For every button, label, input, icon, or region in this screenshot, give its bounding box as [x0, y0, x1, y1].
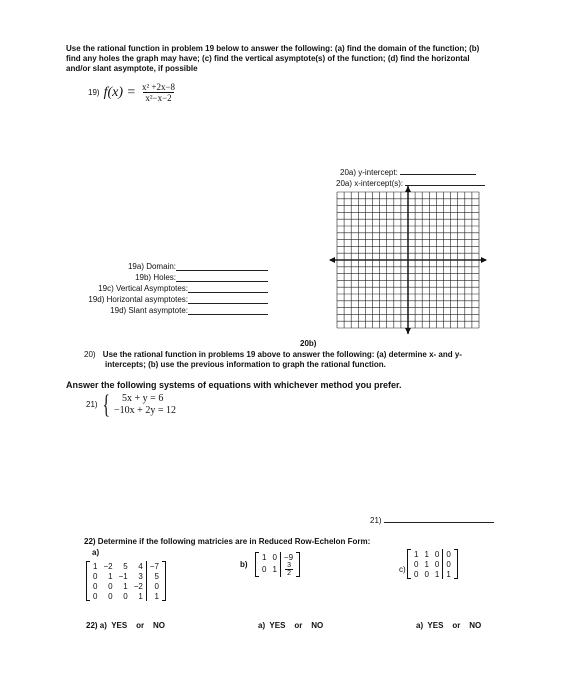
matrix-b-table: 1 0 −9 0 1 $\frac{3}{2}$: [259, 552, 296, 577]
problem-21-answer-blank[interactable]: [384, 514, 494, 523]
slant-label: 19d) Slant asymptote:: [110, 306, 188, 315]
slant-row: [0, 306, 268, 317]
problem-22-heading: 22) Determine if the following matricies are in Reduced Row-Echelon Form:: [84, 537, 371, 546]
matrix-a: [86, 561, 166, 606]
intro-line-3: and/or slant asymptote, if possible: [66, 64, 198, 73]
horizontal-blank[interactable]: [188, 295, 268, 304]
answer-b[interactable]: a) YES or NO: [258, 621, 324, 630]
y-intercept-blank[interactable]: [400, 166, 476, 175]
function-denominator: x²−x−2: [145, 93, 172, 103]
intro-line-2: find any holes the graph may have; (c) find the vertical asymptote(s) of the function; (d) find the horizontal: [66, 54, 470, 63]
problem-19: [88, 82, 177, 103]
function-lhs: f(x) =: [103, 84, 136, 100]
matrix-b: [255, 552, 300, 582]
equation-2: −10x + 2y = 12: [114, 405, 176, 416]
x-intercepts-label: 20a) x-intercept(s):: [336, 179, 404, 188]
problem-19-label: 19): [88, 87, 100, 97]
matrix-c-label: c): [399, 565, 406, 574]
holes-blank[interactable]: [176, 273, 268, 282]
problem-19-answers: [0, 262, 268, 317]
y-axis-up-arrow-icon: [405, 186, 411, 192]
problem-21: [86, 392, 176, 418]
vertical-label: 19c) Vertical Asymptotes:: [98, 284, 188, 293]
x-intercepts-blank[interactable]: [405, 177, 485, 186]
domain-label: 19a) Domain:: [127, 262, 176, 271]
problem-21-answer-label: 21): [370, 516, 382, 525]
problem-20-label: 20): [84, 350, 96, 359]
domain-row: [0, 262, 268, 273]
systems-heading: Answer the following systems of equations with whichever method you prefer.: [66, 380, 402, 390]
system-equations: [114, 393, 176, 417]
coordinate-grid[interactable]: [329, 186, 487, 334]
slant-blank[interactable]: [188, 306, 268, 315]
horizontal-row: [0, 295, 268, 306]
function-fraction: [140, 82, 177, 103]
x-axis-right-arrow-icon: [481, 257, 487, 263]
problem-20-line-2: intercepts; (b) use the previous information to graph the rational function.: [105, 360, 386, 369]
matrix-a-table: 1 −2 5 4 −7 0 1 −1 3 5 0 0 1 −2 0 0 0 0 1 1: [90, 561, 162, 601]
matrix-b-fraction: $\frac{3}{2}$: [287, 562, 292, 577]
problem-21-label: 21): [86, 400, 98, 409]
vertical-row: [0, 284, 268, 295]
holes-row: [0, 273, 268, 284]
problem-20b-label: 20b): [300, 339, 317, 348]
y-intercept-label: 20a) y-intercept:: [340, 168, 398, 177]
x-axis-left-arrow-icon: [329, 257, 335, 263]
function-numerator: x² +2x−8: [141, 82, 176, 92]
system-brace-icon: {: [102, 390, 110, 419]
matrix-b-label: b): [240, 560, 248, 569]
answer-a[interactable]: 22) a) YES or NO: [86, 621, 165, 630]
matrix-c: [407, 549, 458, 584]
intro-line-1: Use the rational function in problem 19 below to answer the following: (a) find the domain of the function; (b): [66, 44, 480, 53]
problem-20-line-1: Use the rational function in problems 19 above to answer the following: (a) determine x- and y-: [102, 350, 462, 359]
horizontal-label: 19d) Horizontal asymptotes:: [88, 295, 188, 304]
intro-text: [66, 44, 506, 74]
holes-label: 19b) Holes:: [135, 273, 176, 282]
domain-blank[interactable]: [176, 262, 268, 271]
answer-c[interactable]: a) YES or NO: [416, 621, 482, 630]
y-axis-down-arrow-icon: [405, 328, 411, 334]
equation-1: 5x + y = 6: [122, 393, 164, 404]
problem-20: [84, 350, 504, 370]
matrix-c-table: 1 1 0 0 0 1 0 0 0 0 1 1: [411, 549, 454, 579]
matrix-a-label: a): [92, 548, 100, 557]
vertical-blank[interactable]: [188, 284, 268, 293]
problem-21-answer-row: [370, 514, 494, 526]
